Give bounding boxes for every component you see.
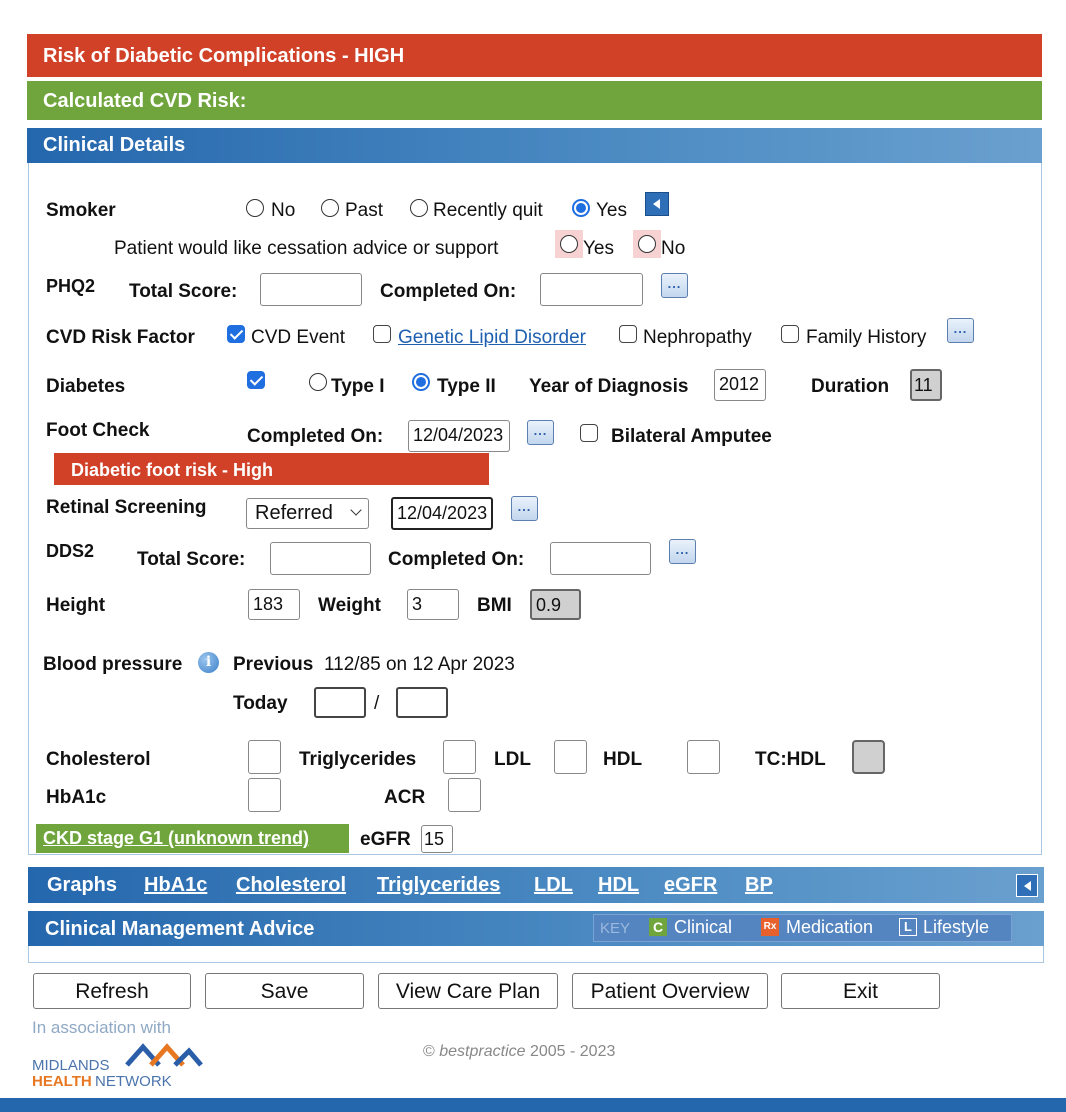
clinical-details-header: Clinical Details: [27, 128, 1042, 163]
clinical-key-icon: C: [649, 918, 667, 936]
foot-completed-input[interactable]: 12/04/2023: [408, 420, 510, 452]
dds2-total-label: Total Score:: [137, 549, 246, 570]
genetic-lipid-checkbox[interactable]: [373, 325, 391, 343]
bottom-bar: [0, 1098, 1066, 1112]
height-input[interactable]: 183: [248, 589, 300, 620]
egfr-input[interactable]: 15: [421, 825, 453, 853]
key-label: KEY: [600, 920, 631, 937]
cessation-yes-label: Yes: [583, 238, 614, 259]
cholesterol-label: Cholesterol: [46, 749, 151, 770]
smoker-collapse-arrow-icon[interactable]: [645, 192, 669, 216]
cessation-label: Patient would like cessation advice or support: [114, 238, 499, 259]
retinal-screening-label: Retinal Screening: [46, 497, 207, 518]
family-history-checkbox[interactable]: [781, 325, 799, 343]
acr-label: ACR: [384, 787, 426, 808]
logo-mark-icon: [125, 1043, 205, 1067]
logo-line1: MIDLANDS: [32, 1057, 110, 1074]
graph-link-triglycerides[interactable]: Triglycerides: [377, 874, 501, 896]
type1-radio[interactable]: [309, 373, 327, 391]
phq2-label: PHQ2: [46, 276, 96, 296]
bilateral-amputee-label: Bilateral Amputee: [611, 426, 772, 447]
logo-line2b: NETWORK: [95, 1073, 172, 1090]
medication-key-icon: Rx: [761, 918, 779, 936]
lifestyle-key-icon: L: [899, 918, 917, 936]
retinal-select[interactable]: [246, 498, 369, 529]
graph-link-egfr[interactable]: eGFR: [664, 874, 718, 896]
foot-risk-banner: [54, 453, 489, 485]
height-label: Height: [46, 595, 106, 616]
advice-content: [28, 946, 1044, 963]
graph-link-hba1c[interactable]: HbA1c: [144, 874, 208, 896]
chevron-down-icon: [350, 504, 361, 515]
year-of-diagnosis-label: Year of Diagnosis: [529, 376, 689, 397]
foot-date-picker-button[interactable]: [527, 420, 554, 445]
triglycerides-input[interactable]: [443, 740, 476, 774]
hdl-label: HDL: [603, 749, 643, 770]
weight-label: Weight: [318, 595, 381, 616]
info-icon[interactable]: i: [198, 652, 219, 673]
phq2-total-label: Total Score:: [129, 281, 238, 302]
bp-separator: /: [374, 693, 380, 714]
graph-link-cholesterol[interactable]: Cholesterol: [236, 874, 347, 896]
nephropathy-checkbox[interactable]: [619, 325, 637, 343]
acr-input[interactable]: [448, 778, 481, 812]
smoker-yes-label: Yes: [596, 200, 627, 221]
phq2-date-picker-button[interactable]: [661, 273, 688, 298]
cessation-yes-radio[interactable]: [560, 235, 578, 253]
dds2-completed-input[interactable]: [550, 542, 651, 575]
bilateral-amputee-checkbox[interactable]: [580, 424, 598, 442]
blood-pressure-label: Blood pressure: [43, 654, 183, 675]
medication-key-label: Medication: [786, 917, 874, 937]
retinal-date-input[interactable]: 12/04/2023: [391, 497, 493, 530]
clinical-key-label: Clinical: [674, 917, 733, 937]
nephropathy-label: Nephropathy: [643, 327, 752, 348]
retinal-select-value: Referred: [255, 502, 333, 524]
bp-previous-label: Previous: [233, 654, 314, 675]
smoker-no-radio[interactable]: [246, 199, 264, 217]
smoker-yes-radio[interactable]: [572, 199, 590, 217]
year-of-diagnosis-input[interactable]: 2012: [714, 369, 766, 401]
cvd-risk-banner: Calculated CVD Risk:: [27, 81, 1042, 120]
cvd-risk-more-button[interactable]: [947, 318, 974, 343]
tchdl-label: TC:HDL: [755, 749, 826, 770]
bp-today-label: Today: [233, 693, 288, 714]
save-button[interactable]: Save: [205, 973, 364, 1009]
family-history-label: Family History: [806, 327, 927, 348]
egfr-label: eGFR: [360, 829, 411, 850]
bp-diastolic-input[interactable]: [396, 687, 448, 718]
smoker-past-radio[interactable]: [321, 199, 339, 217]
smoker-recently-quit-label: Recently quit: [433, 200, 543, 221]
bp-systolic-input[interactable]: [314, 687, 366, 718]
advice-key: [593, 914, 1012, 942]
ldl-input[interactable]: [554, 740, 587, 774]
lifestyle-key-label: Lifestyle: [923, 917, 990, 937]
dds2-label: DDS2: [46, 541, 95, 561]
smoker-past-label: Past: [345, 200, 384, 221]
dds2-date-picker-button[interactable]: [669, 539, 696, 564]
cvd-event-checkbox[interactable]: [227, 325, 245, 343]
patient-overview-button[interactable]: Patient Overview: [572, 973, 768, 1009]
refresh-button[interactable]: Refresh: [33, 973, 191, 1009]
copyright-years: 2005 - 2023: [529, 1043, 616, 1060]
smoker-no-label: No: [271, 200, 296, 221]
phq2-completed-label: Completed On:: [380, 281, 517, 302]
cvd-risk-factor-label: CVD Risk Factor: [46, 327, 195, 348]
cessation-no-label: No: [661, 238, 686, 259]
hdl-input[interactable]: [687, 740, 720, 774]
cvd-event-label: CVD Event: [251, 327, 345, 348]
advice-header: [28, 911, 1044, 946]
diabetes-checkbox[interactable]: [247, 371, 265, 389]
dds2-completed-label: Completed On:: [388, 549, 525, 570]
graph-link-hdl[interactable]: HDL: [598, 874, 640, 896]
association-text: In association with: [32, 1018, 171, 1037]
advice-title: Clinical Management Advice: [45, 918, 315, 940]
copyright-symbol: ©: [423, 1043, 435, 1060]
bmi-field: 0.9: [530, 589, 581, 620]
smoker-recently-quit-radio[interactable]: [410, 199, 428, 217]
graphs-collapse-arrow-icon[interactable]: [1016, 874, 1038, 897]
tchdl-field: [852, 740, 885, 774]
foot-check-label: Foot Check: [46, 420, 150, 441]
ldl-label: LDL: [494, 749, 531, 770]
hba1c-input[interactable]: [248, 778, 281, 812]
genetic-lipid-link[interactable]: Genetic Lipid Disorder: [398, 327, 586, 348]
retinal-date-picker-button[interactable]: [511, 496, 538, 521]
type2-label: Type II: [437, 376, 496, 397]
ckd-stage-link[interactable]: CKD stage G1 (unknown trend): [43, 828, 310, 848]
duration-field: 11: [910, 369, 942, 401]
phq2-completed-input[interactable]: [540, 273, 643, 306]
hba1c-label: HbA1c: [46, 787, 107, 808]
risk-banner: Risk of Diabetic Complications - HIGH: [27, 34, 1042, 77]
graphs-label: Graphs: [47, 874, 118, 896]
exit-button[interactable]: Exit: [781, 973, 940, 1009]
foot-completed-label: Completed On:: [247, 426, 384, 447]
type2-radio[interactable]: [412, 373, 430, 391]
weight-input[interactable]: 3: [407, 589, 459, 620]
ckd-stage-badge[interactable]: [36, 824, 349, 853]
graph-link-ldl[interactable]: LDL: [534, 874, 573, 896]
duration-label: Duration: [811, 376, 890, 397]
phq2-total-input[interactable]: [260, 273, 362, 306]
type1-label: Type I: [331, 376, 385, 397]
foot-risk-text: Diabetic foot risk - High: [71, 460, 274, 480]
cholesterol-input[interactable]: [248, 740, 281, 774]
dds2-total-input[interactable]: [270, 542, 371, 575]
view-care-plan-button[interactable]: View Care Plan: [378, 973, 558, 1009]
bp-previous-value: 112/85 on 12 Apr 2023: [324, 654, 515, 675]
cessation-no-radio[interactable]: [638, 235, 656, 253]
graphs-bar: [28, 867, 1044, 903]
midlands-health-network-logo: [32, 1043, 207, 1091]
diabetes-label: Diabetes: [46, 376, 126, 397]
copyright: [423, 1043, 615, 1061]
logo-line2a: HEALTH: [32, 1073, 92, 1090]
smoker-label: Smoker: [46, 200, 116, 221]
graph-link-bp[interactable]: BP: [745, 874, 773, 896]
brand-name: bestpractice: [439, 1043, 526, 1060]
triglycerides-label: Triglycerides: [299, 749, 417, 770]
bmi-label: BMI: [477, 595, 512, 616]
